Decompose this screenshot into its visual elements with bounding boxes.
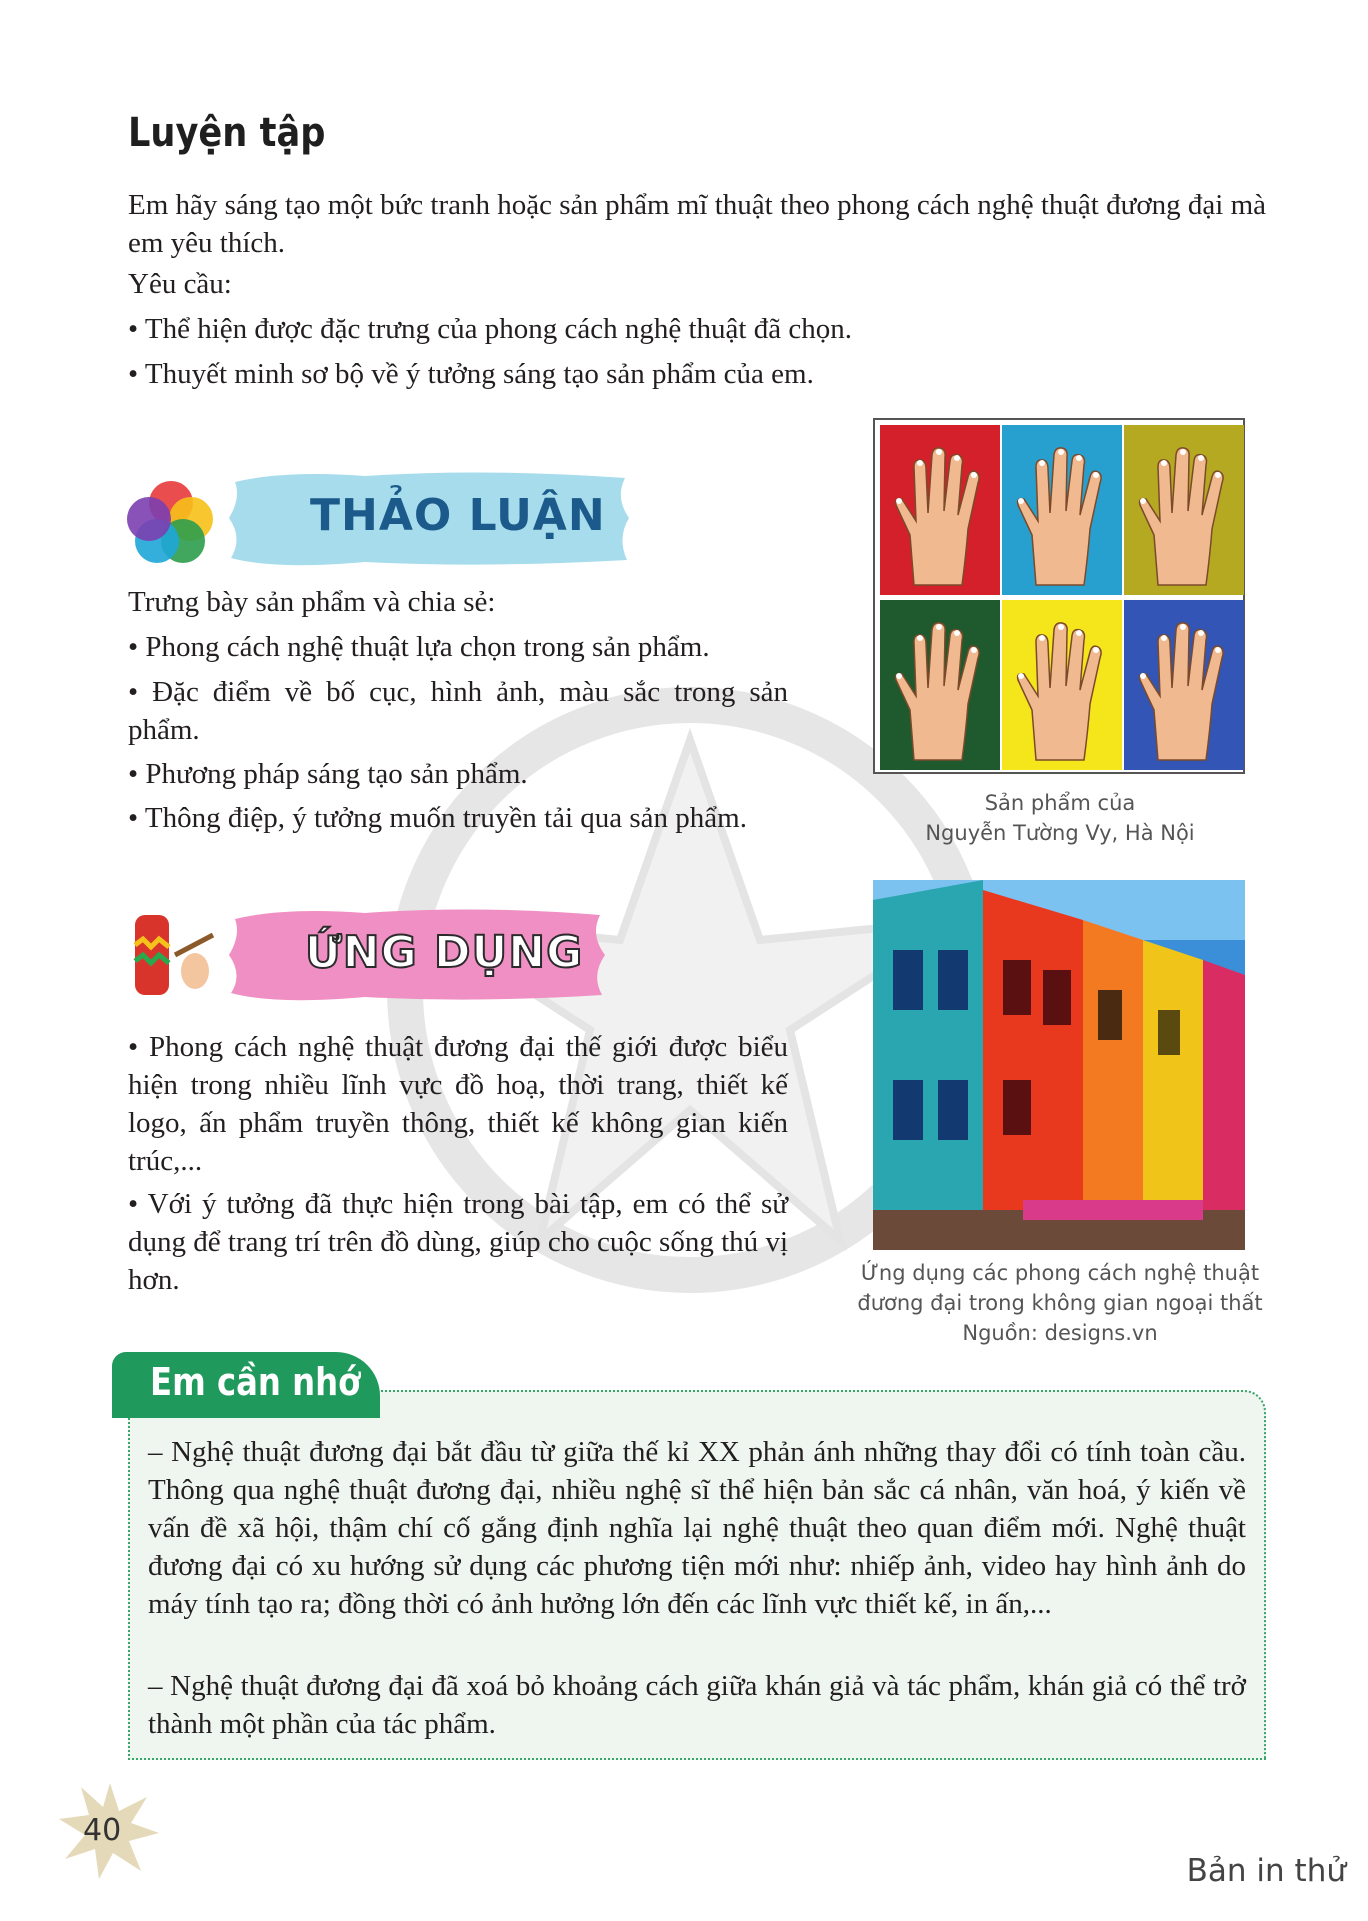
requirement-item: • Thuyết minh sơ bộ về ý tưởng sáng tạo sản phẩm của em. [128,358,814,390]
remember-paragraph: – Nghệ thuật đương đại bắt đầu từ giữa thế kỉ XX phản ánh những thay đổi có tính toàn cầu. Thông qua nghệ thuật đương đại, nhiều nghệ sĩ thể hiện bản sắc cá nhân, văn hoá, ý kiến về vấn đề xã hội, thậm chí cố gắng định nghĩa lại nghệ thuật theo quan điểm mới. Nghệ thuật đương đại có xu hướng sử dụng các phương tiện mới như: nhiếp ảnh, video hay hình ảnh do máy tính tạo ra; đồng thời có ảnh hưởng lớn đến các lĩnh vực thiết kế, in ấn,... [148,1436,1246,1620]
requirement-item: • Thể hiện được đặc trưng của phong cách nghệ thuật đã chọn. [128,313,852,345]
hand-tile [880,600,1000,770]
figure1-caption-line: Nguyễn Tường Vy, Hà Nội [925,821,1195,845]
paint-vase-icon [125,905,225,1005]
hand-icon [880,425,1000,595]
hand-tile [1002,425,1122,595]
discussion-intro: Trưng bày sản phẩm và chia sẻ: [128,586,496,618]
hand-tile [1124,425,1244,595]
hand-icon [1002,425,1122,595]
hand-icon [1124,425,1244,595]
pop-art-hands-artwork [873,418,1245,774]
figure1-caption-line: Sản phẩm của [984,791,1136,815]
discussion-banner-title: THẢO LUẬN [310,490,606,541]
hand-icon [1124,600,1244,770]
figure2-caption [830,1258,1290,1348]
application-bullet: • Phong cách nghệ thuật đương đại thế giới được biểu hiện trong nhiều lĩnh vực đồ hoạ, thời trang, thiết kế logo, ấn phẩm truyền thông, thiết kế không gian kiến trúc,... [128,1031,788,1177]
requirements-label: Yêu cầu: [128,268,232,300]
application-banner-title: ỨNG DỤNG [305,927,584,978]
discussion-bullet: • Thông điệp, ý tưởng muốn truyền tải qua sản phẩm. [128,802,747,834]
hand-tile [1002,600,1122,770]
discussion-bullet: • Phương pháp sáng tạo sản phẩm. [128,758,528,790]
section-heading-practice: Luyện tập [128,110,326,156]
figure1-caption [860,788,1260,848]
practice-intro: Em hãy sáng tạo một bức tranh hoặc sản phẩm mĩ thuật theo phong cách nghệ thuật đương đại mà em yêu thích. [128,189,1267,259]
hand-tile [1124,600,1244,770]
print-proof-label: Bản in thử [1186,1853,1346,1889]
discussion-bullet: • Phong cách nghệ thuật lựa chọn trong sản phẩm. [128,631,710,663]
remember-paragraph: – Nghệ thuật đương đại đã xoá bỏ khoảng cách giữa khán giả và tác phẩm, khán giả có thể trở thành một phần của tác phẩm. [148,1670,1246,1740]
hand-tile [880,425,1000,595]
figure2-caption-line: Nguồn: designs.vn [962,1321,1158,1345]
color-wheel-icon [125,475,217,567]
hand-icon [880,600,1000,770]
figure2-caption-line: Ứng dụng các phong cách nghệ thuật [860,1261,1260,1285]
hand-icon [1002,600,1122,770]
page-number: 40 [83,1813,122,1848]
application-bullet: • Với ý tưởng đã thực hiện trong bài tập, em có thể sử dụng để trang trí trên đồ dùng, giúp cho cuộc sống thú vị hơn. [128,1188,788,1296]
figure2-caption-line: đương đại trong không gian ngoại thất [857,1291,1263,1315]
colorful-houses-photo [873,880,1245,1250]
remember-title: Em cần nhớ [150,1360,361,1404]
discussion-bullet: • Đặc điểm về bố cục, hình ảnh, màu sắc trong sản phẩm. [128,676,788,746]
